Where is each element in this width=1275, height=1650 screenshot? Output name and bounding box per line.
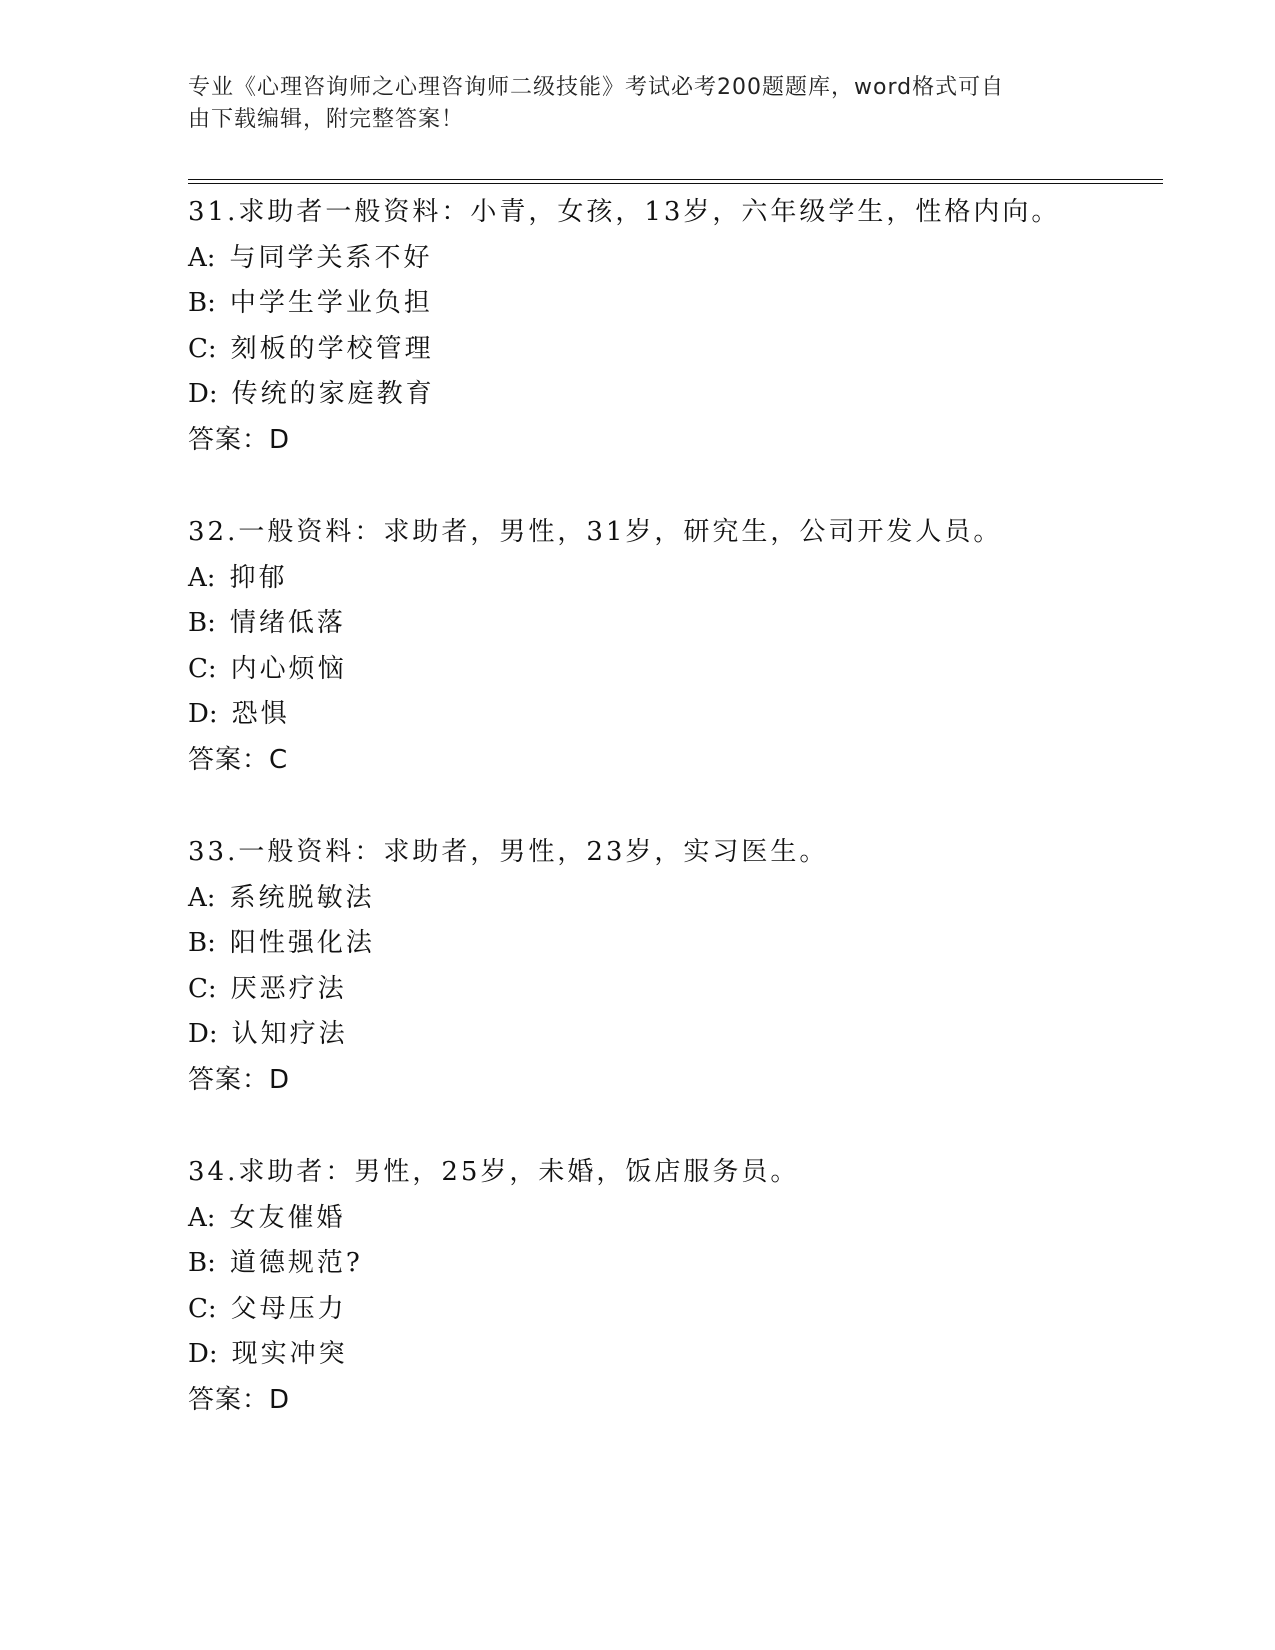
option-c: [188, 647, 1168, 693]
option-text: 内心烦恼: [230, 653, 347, 684]
option-letter: A:: [188, 242, 216, 273]
option-text: 传统的家庭教育: [231, 379, 435, 409]
option-letter: C:: [188, 973, 217, 1004]
option-d: [188, 692, 1168, 738]
option-b: [188, 281, 1168, 327]
question-stem: 33.一般资料：求助者，男性，23岁，实习医生。: [188, 837, 829, 867]
option-c: [188, 967, 1168, 1013]
answer-line: 答案：D: [188, 424, 291, 455]
question-33: [188, 830, 1168, 1150]
question-list: [188, 190, 1168, 1470]
option-letter: B:: [188, 288, 216, 318]
option-text: 刻板的学校管理: [230, 333, 434, 364]
option-d: [188, 1012, 1168, 1058]
option-c: [188, 327, 1168, 373]
option-text: 父母压力: [230, 1293, 347, 1324]
option-text: 厌恶疗法: [230, 973, 347, 1004]
answer-line: 答案：D: [188, 1384, 291, 1415]
option-a: [188, 556, 1168, 602]
option-text: 情绪低落: [229, 608, 346, 638]
option-text: 与同学关系不好: [229, 242, 433, 273]
option-letter: A:: [188, 882, 216, 913]
option-letter: B:: [188, 608, 216, 638]
question-stem: 32.一般资料：求助者，男性，31岁，研究生，公司开发人员。: [188, 517, 1003, 547]
question-31: [188, 190, 1168, 510]
option-text: 阳性强化法: [229, 928, 375, 958]
option-letter: C:: [188, 1293, 217, 1324]
option-text: 抑郁: [229, 562, 288, 593]
option-letter: B:: [188, 1248, 216, 1278]
option-letter: D:: [188, 1339, 218, 1369]
option-d: [188, 1332, 1168, 1378]
question-32: [188, 510, 1168, 830]
option-letter: C:: [188, 653, 217, 684]
option-text: 系统脱敏法: [229, 882, 375, 913]
option-text: 道德规范?: [229, 1248, 363, 1278]
question-stem: 34.求助者：男性，25岁，未婚，饭店服务员。: [188, 1157, 800, 1187]
header-line-1: 专业《心理咨询师之心理咨询师二级技能》考试必考200题题库，word格式可自: [188, 75, 1005, 100]
option-d: [188, 372, 1168, 418]
option-letter: A:: [188, 562, 216, 593]
answer-line: 答案：C: [188, 744, 289, 775]
header-divider-bottom: [188, 183, 1163, 184]
option-a: [188, 1196, 1168, 1242]
option-letter: B:: [188, 928, 216, 958]
answer-line: 答案：D: [188, 1064, 291, 1095]
header-line-2: 由下载编辑，附完整答案！: [188, 107, 465, 132]
option-text: 女友催婚: [229, 1202, 346, 1233]
question-stem: 31.求助者一般资料：小青，女孩，13岁，六年级学生，性格内向。: [188, 197, 1061, 227]
option-letter: D:: [188, 699, 218, 729]
option-text: 恐惧: [231, 699, 290, 729]
option-c: [188, 1287, 1168, 1333]
option-letter: D:: [188, 379, 218, 409]
option-letter: A:: [188, 1202, 216, 1233]
option-a: [188, 236, 1168, 282]
document-header: [188, 72, 1088, 136]
option-text: 现实冲突: [231, 1339, 348, 1369]
option-b: [188, 1241, 1168, 1287]
option-text: 中学生学业负担: [229, 288, 433, 318]
option-text: 认知疗法: [231, 1019, 348, 1049]
option-letter: D:: [188, 1019, 218, 1049]
option-letter: C:: [188, 333, 217, 364]
question-34: [188, 1150, 1168, 1470]
option-b: [188, 601, 1168, 647]
header-divider-top: [188, 179, 1163, 180]
option-a: [188, 876, 1168, 922]
option-b: [188, 921, 1168, 967]
